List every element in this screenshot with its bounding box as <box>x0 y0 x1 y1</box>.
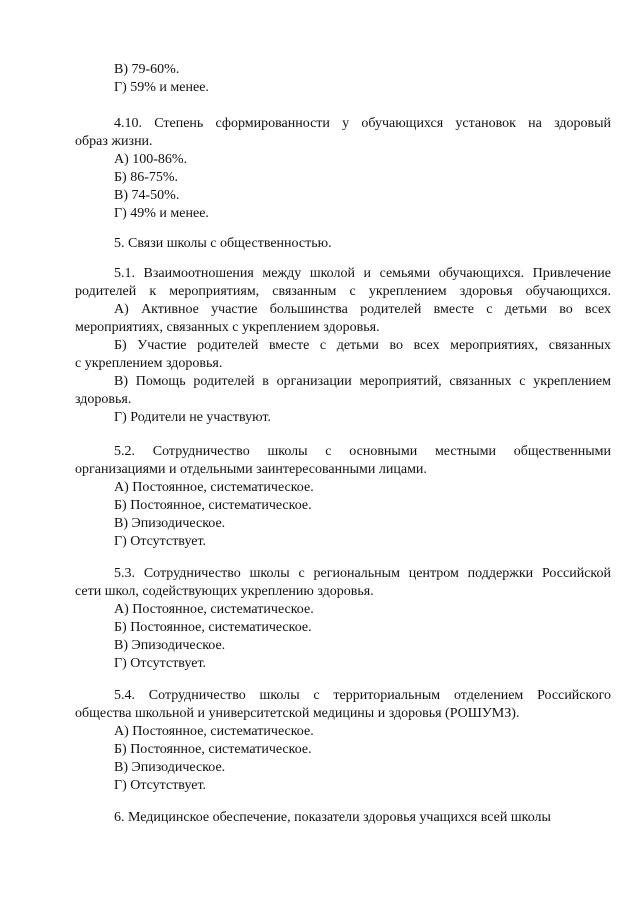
option-v: В) Эпизодическое. <box>114 760 226 775</box>
item-5-3-heading: 5.3. Сотрудничество школы с региональным центром поддержки Российской <box>114 566 611 581</box>
item-5-4-heading-cont: общества школьной и университетской медицины и здоровья (РОШУМЗ). <box>75 706 520 721</box>
option-b: Б) 86-75%. <box>114 170 179 185</box>
option-a: А) Постоянное, систематическое. <box>114 724 314 739</box>
item-5-2-heading: 5.2. Сотрудничество школы с основными местными общественными <box>114 444 611 459</box>
option-g: Г) 49% и менее. <box>114 206 209 221</box>
item-5-4-heading: 5.4. Сотрудничество школы с территориальным отделением Российского <box>114 688 611 703</box>
option-b: Б) Постоянное, систематическое. <box>114 498 312 513</box>
item-4-10-heading-cont: образ жизни. <box>75 134 153 149</box>
item-5-2-heading-cont: организациями и отдельными заинтересованными лицами. <box>75 462 427 477</box>
option-v: В) 74-50%. <box>114 188 180 203</box>
option-b: Б) Постоянное, систематическое. <box>114 620 312 635</box>
section-6-heading: 6. Медицинское обеспечение, показатели здоровья учащихся всей школы <box>114 810 551 825</box>
option-v: В) 79-60%. <box>114 62 180 77</box>
option-g: Г) 59% и менее. <box>114 80 209 95</box>
option-a: А) Постоянное, систематическое. <box>114 602 314 617</box>
option-g: Г) Родители не участвуют. <box>114 410 271 425</box>
option-v: В) Эпизодическое. <box>114 638 226 653</box>
item-4-10-heading: 4.10. Степень сформированности у обучающихся установок на здоровый <box>114 116 611 131</box>
option-g: Г) Отсутствует. <box>114 656 207 671</box>
item-5-3-heading-cont: сети школ, содействующих укреплению здоровья. <box>75 584 374 599</box>
option-a: А) Активное участие большинства родителей вместе с детьми во всех <box>114 302 611 317</box>
option-g: Г) Отсутствует. <box>114 534 207 549</box>
option-v: В) Эпизодическое. <box>114 516 226 531</box>
item-5-1-heading: 5.1. Взаимоотношения между школой и семьями обучающихся. Привлечение <box>114 266 611 281</box>
option-v: В) Помощь родителей в организации мероприятий, связанных с укреплением <box>114 374 611 389</box>
option-b: Б) Участие родителей вместе с детьми во всех мероприятиях, связанных <box>114 338 611 353</box>
option-a: А) 100-86%. <box>114 152 188 167</box>
option-v-cont: здоровья. <box>75 392 132 407</box>
option-a: А) Постоянное, систематическое. <box>114 480 314 495</box>
option-a-cont: мероприятиях, связанных с укреплением здоровья. <box>75 320 380 335</box>
section-5-heading: 5. Связи школы с общественностью. <box>114 236 332 251</box>
option-b-cont: с укреплением здоровья. <box>75 356 223 371</box>
item-5-1-heading-cont: родителей к мероприятиям, связанным с укреплением здоровья обучающихся. <box>75 284 611 299</box>
option-b: Б) Постоянное, систематическое. <box>114 742 312 757</box>
option-g: Г) Отсутствует. <box>114 778 207 793</box>
